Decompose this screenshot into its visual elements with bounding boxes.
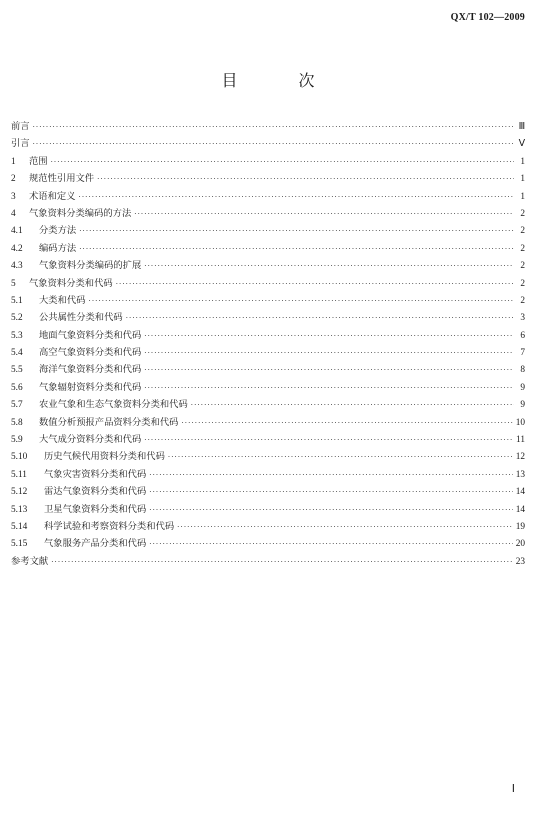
toc-entry-page: Ⅲ <box>518 122 525 132</box>
dot-leader <box>149 536 512 553</box>
toc-entry-number: 5.10 <box>11 452 28 463</box>
toc-entry-title: 气象服务产品分类和代码 <box>44 538 147 550</box>
toc-entry-page: 20 <box>515 539 525 550</box>
toc-entry-page: 14 <box>515 504 525 515</box>
toc-entry-number: 2 <box>11 174 16 185</box>
toc-entry[interactable] <box>11 309 525 326</box>
toc-entry-number: 4.2 <box>11 243 23 254</box>
toc-entry-page: 2 <box>520 243 525 254</box>
dot-leader <box>51 554 513 571</box>
toc-entry-title: 前言 <box>11 121 30 132</box>
toc-entry[interactable] <box>11 327 525 344</box>
toc-entry-number: 5.8 <box>11 417 23 428</box>
toc-entry-page: 13 <box>515 469 525 480</box>
toc-entry-page: 19 <box>515 521 525 532</box>
dot-leader <box>51 154 514 171</box>
toc-entry-number: 5.1 <box>11 295 23 306</box>
toc-entry-title: 气象资料分类编码的扩展 <box>39 260 142 272</box>
toc-entry-page: 8 <box>520 365 525 376</box>
toc-entry-page: 2 <box>520 295 525 306</box>
toc-entry-title: 雷达气象资料分类和代码 <box>44 486 147 498</box>
dot-leader <box>134 206 514 223</box>
toc-entry-number: 5.2 <box>11 313 23 324</box>
toc-entry-page: 1 <box>520 174 525 185</box>
toc-entry-title: 规范性引用文件 <box>29 173 95 185</box>
toc-entry-number: 1 <box>11 156 16 167</box>
toc-entry-title: 高空气象资料分类和代码 <box>39 347 142 359</box>
toc-entry-page: 12 <box>515 452 525 463</box>
toc-entry-title: 大类和代码 <box>39 294 86 306</box>
toc-entry[interactable] <box>11 518 525 535</box>
dot-leader <box>33 119 514 136</box>
toc-entry[interactable] <box>11 396 525 413</box>
toc-entry-number: 5.13 <box>11 504 28 515</box>
toc-entry-page: 7 <box>520 348 525 359</box>
toc-entry-title: 气象资料分类编码的方法 <box>29 207 132 219</box>
toc-entry-title: 气象灾害资料分类和代码 <box>44 468 147 480</box>
dot-leader <box>116 276 514 293</box>
dot-leader <box>168 449 513 466</box>
dot-leader <box>89 293 515 310</box>
toc-entry-title: 公共属性分类和代码 <box>39 312 123 324</box>
standard-code: QX/T 102—2009 <box>450 12 525 23</box>
toc-entry-title: 科学试验和考察资料分类和代码 <box>44 520 175 532</box>
toc-entry-page: 1 <box>520 156 525 167</box>
toc-entry-page: 2 <box>520 208 525 219</box>
toc-entry-page: 2 <box>520 278 525 289</box>
toc-entry-title: 大气成分资料分类和代码 <box>39 434 142 446</box>
toc-entry-title: 气象资料分类和代码 <box>29 277 113 289</box>
toc-entry[interactable] <box>11 205 525 222</box>
dot-leader <box>144 380 514 397</box>
toc-entry-page: 23 <box>515 556 525 567</box>
toc-entry-number: 3 <box>11 191 16 202</box>
toc-entry[interactable] <box>11 240 525 257</box>
dot-leader <box>79 223 514 240</box>
toc-entry-number: 5.12 <box>11 487 28 498</box>
toc-entry[interactable] <box>11 170 525 187</box>
toc-entry[interactable] <box>11 466 525 483</box>
toc-entry-number: 5.5 <box>11 365 23 376</box>
dot-leader <box>144 345 514 362</box>
toc-entry-title: 范围 <box>29 155 48 167</box>
dot-leader <box>181 415 512 432</box>
toc-entry-page: 3 <box>520 313 525 324</box>
toc-entry-title: 地面气象资料分类和代码 <box>39 329 142 341</box>
toc-entry-title: 数值分析预报产品资料分类和代码 <box>39 416 179 428</box>
toc-entry[interactable] <box>11 483 525 500</box>
toc-entry[interactable] <box>11 553 525 570</box>
toc-entry[interactable] <box>11 501 525 518</box>
toc-entry-title: 术语和定义 <box>29 190 76 202</box>
toc-entry-page: 2 <box>520 261 525 272</box>
toc-entry-page: 2 <box>520 226 525 237</box>
toc-entry-title: 引言 <box>11 138 30 150</box>
toc-entry-page: 1 <box>520 191 525 202</box>
toc-entry[interactable] <box>11 535 525 552</box>
dot-leader <box>177 519 513 536</box>
toc-entry-title: 参考文献 <box>11 555 49 567</box>
dot-leader <box>149 502 512 519</box>
toc-entry-number: 5 <box>11 278 16 289</box>
toc-entry-number: 5.9 <box>11 435 23 446</box>
dot-leader <box>144 432 513 449</box>
dot-leader <box>149 467 512 484</box>
dot-leader <box>149 484 512 501</box>
dot-leader <box>33 136 514 153</box>
toc-entry[interactable] <box>11 344 525 361</box>
toc-entry[interactable] <box>11 379 525 396</box>
toc-entry-number: 5.4 <box>11 348 23 359</box>
dot-leader <box>97 171 514 188</box>
dot-leader <box>79 241 514 258</box>
toc-entry-page: 10 <box>515 417 525 428</box>
toc-entry[interactable] <box>11 292 525 309</box>
toc-entry-page: Ⅴ <box>518 139 525 150</box>
toc-entry-page: 6 <box>520 330 525 341</box>
toc-entry-number: 5.14 <box>11 521 28 532</box>
toc-entry-page: 9 <box>520 382 525 393</box>
toc-entry-title: 分类方法 <box>39 225 77 237</box>
dot-leader <box>144 328 514 345</box>
toc-entry-title: 卫星气象资料分类和代码 <box>44 503 147 515</box>
toc-entry-page: 9 <box>520 400 525 411</box>
toc-title: 目 次 <box>221 71 343 90</box>
toc-entry-number: 4 <box>11 208 16 219</box>
toc-entry[interactable] <box>11 257 525 274</box>
toc-entry-number: 4.3 <box>11 261 23 272</box>
toc-entry-number: 5.7 <box>11 400 23 411</box>
toc-entry-number: 5.15 <box>11 539 28 550</box>
toc-entry[interactable] <box>11 448 525 465</box>
toc-entry-title: 气象辐射资料分类和代码 <box>39 381 142 393</box>
toc-entry-number: 4.1 <box>11 226 23 237</box>
dot-leader <box>144 258 514 275</box>
dot-leader <box>191 397 514 414</box>
toc-entry-title: 历史气候代用资料分类和代码 <box>44 451 165 463</box>
toc-entry-number: 5.6 <box>11 382 23 393</box>
dot-leader <box>144 362 514 379</box>
page-number: Ⅰ <box>511 783 515 795</box>
toc-entry-title: 编码方法 <box>39 242 77 254</box>
dot-leader <box>79 189 515 206</box>
toc-entry-page: 11 <box>516 435 525 446</box>
toc-entry[interactable] <box>11 118 525 135</box>
toc-entry[interactable] <box>11 153 525 170</box>
toc-entry-page: 14 <box>515 487 525 498</box>
dot-leader <box>126 310 514 327</box>
toc-entry-title: 农业气象和生态气象资料分类和代码 <box>39 399 188 411</box>
toc-entry-title: 海洋气象资料分类和代码 <box>39 364 142 376</box>
toc-entry-number: 5.11 <box>11 469 27 480</box>
toc-entry[interactable] <box>11 414 525 431</box>
toc-entry[interactable] <box>11 188 525 205</box>
toc-entry-number: 5.3 <box>11 330 23 341</box>
table-of-contents <box>11 118 525 570</box>
toc-entry[interactable] <box>11 431 525 448</box>
toc-entry[interactable] <box>11 222 525 239</box>
toc-entry[interactable] <box>11 275 525 292</box>
toc-entry[interactable] <box>11 361 525 378</box>
toc-entry[interactable] <box>11 135 525 152</box>
